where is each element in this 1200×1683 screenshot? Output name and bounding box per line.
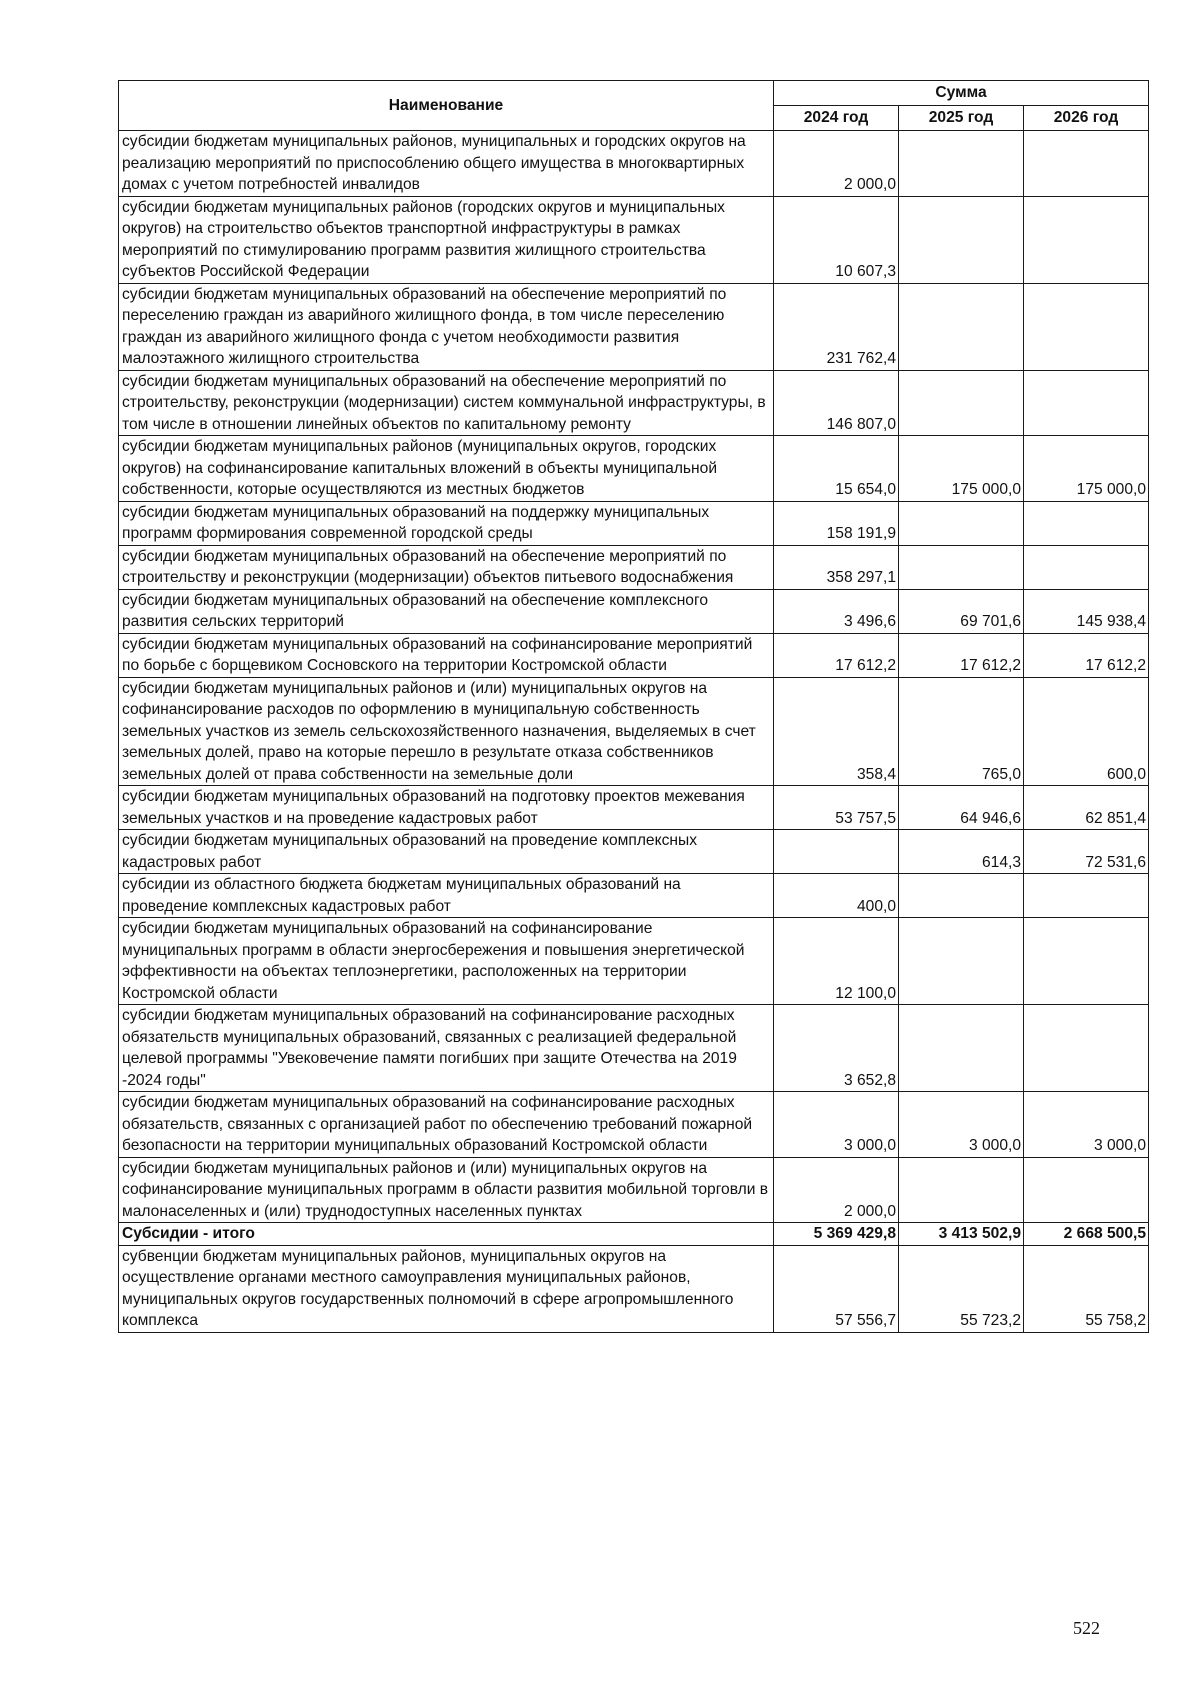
value-2026-cell: 17 612,2 <box>1024 633 1149 677</box>
table-row <box>119 196 1149 283</box>
value-2025-cell: 55 723,2 <box>899 1245 1024 1332</box>
table-row <box>119 589 1149 633</box>
value-2026-cell <box>1024 1157 1149 1223</box>
row-name-cell: субсидии бюджетам муниципальных образований на обеспечение мероприятий по строительству и реконструкции (модернизации) объектов питьевого водоснабжения <box>119 545 774 589</box>
value-2024-cell: 231 762,4 <box>774 283 899 370</box>
value-2026-cell <box>1024 196 1149 283</box>
row-name-cell: субсидии бюджетам муниципальных образований на обеспечение комплексного развития сельских территорий <box>119 589 774 633</box>
value-2024-cell: 146 807,0 <box>774 370 899 436</box>
row-name-cell: субвенции бюджетам муниципальных районов, муниципальных округов на осуществление органами местного самоуправления муниципальных районов, муниципальных округов государственных полномочий в сфере агропромышленного комплекса <box>119 1245 774 1332</box>
table-row <box>119 830 1149 874</box>
value-2024-cell: 10 607,3 <box>774 196 899 283</box>
value-2026-cell <box>1024 545 1149 589</box>
row-name-cell: субсидии бюджетам муниципальных образований на софинансирование мероприятий по борьбе с борщевиком Сосновского на территории Костромской области <box>119 633 774 677</box>
value-2024-cell: 3 652,8 <box>774 1005 899 1092</box>
budget-table <box>118 80 1149 1333</box>
value-2024-cell: 57 556,7 <box>774 1245 899 1332</box>
row-name-cell: субсидии бюджетам муниципальных образований на обеспечение мероприятий по переселению граждан из аварийного жилищного фонда, в том числе переселению граждан из аварийного жилищного фонда с учетом необходимости развития малоэтажного жилищного строительства <box>119 283 774 370</box>
table-row <box>119 786 1149 830</box>
value-2026-cell: 175 000,0 <box>1024 436 1149 502</box>
row-name-cell: субсидии бюджетам муниципальных районов и (или) муниципальных округов на софинансирование муниципальных программ в области развития мобильной торговли в малонаселенных и (или) труднодоступных населенных пунктах <box>119 1157 774 1223</box>
table-body <box>119 131 1149 1333</box>
table-row <box>119 1005 1149 1092</box>
table-row <box>119 545 1149 589</box>
value-2025-cell: 64 946,6 <box>899 786 1024 830</box>
value-2024-cell: 2 000,0 <box>774 1157 899 1223</box>
value-2024-cell: 15 654,0 <box>774 436 899 502</box>
table-row <box>119 501 1149 545</box>
value-2024-cell <box>774 830 899 874</box>
header-year-2025: 2025 год <box>899 106 1024 131</box>
value-2026-cell <box>1024 874 1149 918</box>
value-2024-cell: 400,0 <box>774 874 899 918</box>
value-2025-cell: 69 701,6 <box>899 589 1024 633</box>
value-2026-cell: 600,0 <box>1024 677 1149 786</box>
page-number: 522 <box>1073 1618 1100 1638</box>
value-2026-cell: 145 938,4 <box>1024 589 1149 633</box>
table-row <box>119 633 1149 677</box>
row-name-cell: субсидии бюджетам муниципальных образований на подготовку проектов межевания земельных участков и на проведение кадастровых работ <box>119 786 774 830</box>
value-2025-cell: 3 413 502,9 <box>899 1223 1024 1246</box>
value-2025-cell: 3 000,0 <box>899 1092 1024 1158</box>
row-name-cell: субсидии бюджетам муниципальных образований на обеспечение мероприятий по строительству, реконструкции (модернизации) систем коммунальной инфраструктуры, в том числе в отношении линейных объектов по капитальному ремонту <box>119 370 774 436</box>
value-2025-cell <box>899 283 1024 370</box>
row-name-cell: субсидии бюджетам муниципальных образований на поддержку муниципальных программ формирования современной городской среды <box>119 501 774 545</box>
table-row <box>119 874 1149 918</box>
value-2024-cell: 358 297,1 <box>774 545 899 589</box>
value-2026-cell: 72 531,6 <box>1024 830 1149 874</box>
table-row <box>119 918 1149 1005</box>
row-name-cell: субсидии бюджетам муниципальных образований на софинансирование расходных обязательств, связанных с организацией работ по обеспечению требований пожарной безопасности на территории муниципальных образований Костромской области <box>119 1092 774 1158</box>
value-2025-cell <box>899 370 1024 436</box>
value-2026-cell: 62 851,4 <box>1024 786 1149 830</box>
value-2024-cell: 17 612,2 <box>774 633 899 677</box>
header-year-2026: 2026 год <box>1024 106 1149 131</box>
value-2025-cell <box>899 545 1024 589</box>
row-name-cell: Субсидии - итого <box>119 1223 774 1246</box>
header-row-1 <box>119 81 1149 106</box>
table-row <box>119 677 1149 786</box>
value-2026-cell: 55 758,2 <box>1024 1245 1149 1332</box>
value-2024-cell: 358,4 <box>774 677 899 786</box>
value-2025-cell <box>899 196 1024 283</box>
value-2024-cell: 5 369 429,8 <box>774 1223 899 1246</box>
value-2025-cell <box>899 131 1024 197</box>
row-name-cell: субсидии бюджетам муниципальных районов и (или) муниципальных округов на софинансирование расходов по оформлению в муниципальную собственность земельных участков из земель сельскохозяйственного назначения, выделяемых в счет земельных долей, право на которые перешло в результате отказа собственников земельных долей от права собственности на земельные доли <box>119 677 774 786</box>
row-name-cell: субсидии бюджетам муниципальных районов (городских округов и муниципальных округов) на строительство объектов транспортной инфраструктуры в рамках мероприятий по стимулированию программ развития жилищного строительства субъектов Российской Федерации <box>119 196 774 283</box>
value-2024-cell: 2 000,0 <box>774 131 899 197</box>
value-2024-cell: 53 757,5 <box>774 786 899 830</box>
row-name-cell: субсидии бюджетам муниципальных районов (муниципальных округов, городских округов) на софинансирование капитальных вложений в объекты муниципальной собственности, которые осуществляются из местных бюджетов <box>119 436 774 502</box>
value-2025-cell: 175 000,0 <box>899 436 1024 502</box>
value-2025-cell <box>899 1157 1024 1223</box>
row-name-cell: субсидии бюджетам муниципальных образований на софинансирование муниципальных программ в области энергосбережения и повышения энергетической эффективности на объектах теплоэнергетики, расположенных на территории Костромской области <box>119 918 774 1005</box>
total-row <box>119 1223 1149 1246</box>
table-row <box>119 436 1149 502</box>
row-name-cell: субсидии из областного бюджета бюджетам муниципальных образований на проведение комплексных кадастровых работ <box>119 874 774 918</box>
value-2025-cell: 17 612,2 <box>899 633 1024 677</box>
value-2025-cell <box>899 1005 1024 1092</box>
value-2026-cell <box>1024 1005 1149 1092</box>
row-name-cell: субсидии бюджетам муниципальных образований на софинансирование расходных обязательств муниципальных образований, связанных с реализацией федеральной целевой программы "Увековечение памяти погибших при защите Отечества на 2019 -2024 годы" <box>119 1005 774 1092</box>
row-name-cell: субсидии бюджетам муниципальных образований на проведение комплексных кадастровых работ <box>119 830 774 874</box>
row-name-cell: субсидии бюджетам муниципальных районов, муниципальных и городских округов на реализацию мероприятий по приспособлению общего имущества в многоквартирных домах с учетом потребностей инвалидов <box>119 131 774 197</box>
header-sum: Сумма <box>774 81 1149 106</box>
value-2026-cell <box>1024 501 1149 545</box>
table-row <box>119 131 1149 197</box>
header-year-2024: 2024 год <box>774 106 899 131</box>
header-name: Наименование <box>119 81 774 131</box>
value-2025-cell <box>899 874 1024 918</box>
value-2025-cell: 614,3 <box>899 830 1024 874</box>
value-2025-cell: 765,0 <box>899 677 1024 786</box>
value-2025-cell <box>899 918 1024 1005</box>
value-2026-cell <box>1024 370 1149 436</box>
table-row <box>119 1245 1149 1332</box>
value-2024-cell: 158 191,9 <box>774 501 899 545</box>
value-2024-cell: 12 100,0 <box>774 918 899 1005</box>
value-2024-cell: 3 496,6 <box>774 589 899 633</box>
value-2026-cell <box>1024 918 1149 1005</box>
value-2026-cell <box>1024 283 1149 370</box>
table-row <box>119 283 1149 370</box>
table-row <box>119 370 1149 436</box>
value-2026-cell <box>1024 131 1149 197</box>
value-2024-cell: 3 000,0 <box>774 1092 899 1158</box>
table-row <box>119 1092 1149 1158</box>
value-2025-cell <box>899 501 1024 545</box>
value-2026-cell: 2 668 500,5 <box>1024 1223 1149 1246</box>
value-2026-cell: 3 000,0 <box>1024 1092 1149 1158</box>
table-row <box>119 1157 1149 1223</box>
